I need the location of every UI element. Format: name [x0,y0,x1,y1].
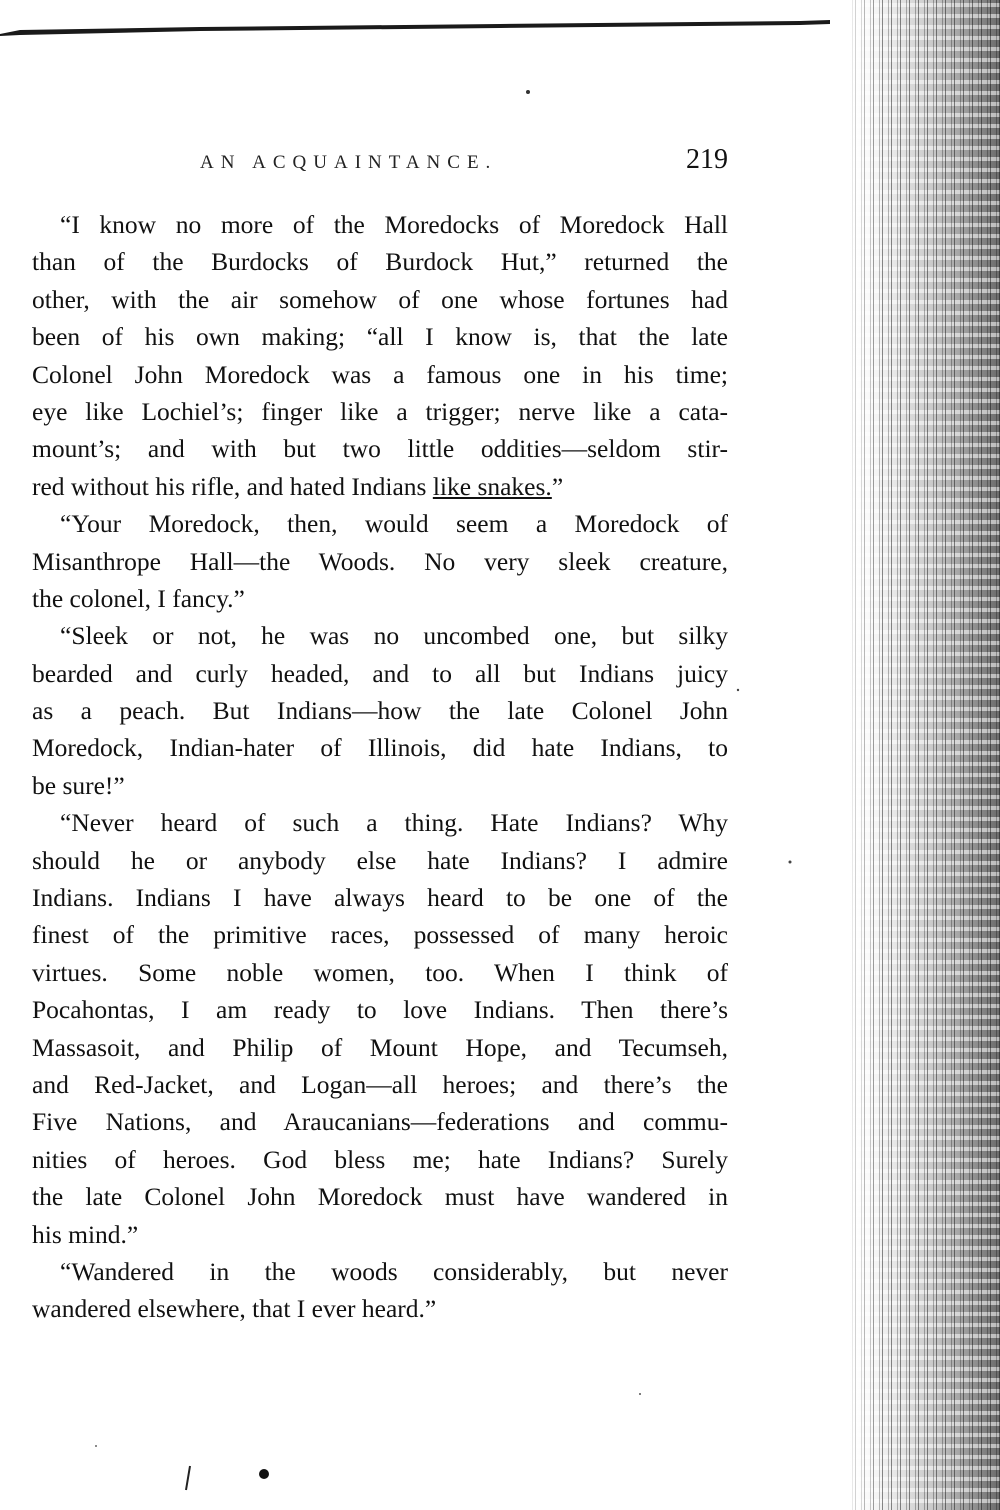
text-line: as a peach. But Indians—how the late Colonel John [32,696,728,726]
text-line [32,468,728,505]
text-line: eye like Lochiel’s; finger like a trigger; nerve like a cata- [32,396,728,426]
text-line: Colonel John Moredock was a famous one in his time; [32,359,728,389]
body-text [32,206,728,1328]
text-line: Indians. Indians I have always heard to be one of the [32,883,728,913]
text-line: nities of heroes. God bless me; hate Indians? Surely [32,1144,728,1174]
text-span: red without his rifle, and hated Indians [32,471,427,501]
text-line: wandered elsewhere, that I ever heard.” [32,1294,437,1324]
running-head [32,144,732,184]
text-line: the late Colonel John Moredock must have wandered in [32,1182,728,1212]
text-line: “Never heard of such a thing. Hate Indians? Why [60,808,728,838]
paragraph-4 [32,804,728,1253]
page-number: 219 [686,144,728,175]
paragraph-5 [32,1253,728,1328]
page-edge-fade [840,0,880,1510]
text-line: Pocahontas, I am ready to love Indians. Then there’s [32,995,728,1025]
text-line: be sure!” [32,770,125,800]
text-line: “Your Moredock, then, would seem a Moredock of [60,509,728,539]
text-line: “Wandered in the woods considerably, but never [60,1256,728,1286]
text-span: ” [551,471,564,501]
underlined-text: like snakes. [432,471,552,501]
text-line: Five Nations, and Araucanians—federations and commu- [32,1107,728,1137]
paragraph-2 [32,505,728,617]
text-line: finest of the primitive races, possessed of many heroic [32,920,728,950]
text-line: “I know no more of the Moredocks of Moredock Hall [60,210,728,239]
text-line: Massasoit, and Philip of Mount Hope, and Tecumseh, [32,1032,728,1062]
text-line: virtues. Some noble women, too. When I think of [32,957,728,987]
running-title: AN ACQUAINTANCE. [200,152,498,173]
paragraph-1 [32,206,728,505]
text-line: than of the Burdocks of Burdock Hut,” returned the [32,247,728,277]
text-line: and Red-Jacket, and Logan—all heroes; and there’s the [32,1069,728,1099]
top-rule [0,14,830,36]
paragraph-3 [32,617,728,804]
text-line: bearded and curly headed, and to all but Indians juicy [32,658,728,688]
text-line: other, with the air somehow of one whose fortunes had [32,284,728,314]
text-line: “Sleek or not, he was no uncombed one, but silky [60,621,728,651]
text-line: Moredock, Indian-hater of Illinois, did hate Indians, to [32,733,728,763]
text-line: Misanthrope Hall—the Woods. No very sleek creature, [32,546,728,576]
text-line: should he or anybody else hate Indians? I admire [32,845,728,875]
text-line: mount’s; and with but two little oddities—seldom stir- [32,434,728,464]
text-line: the colonel, I fancy.” [32,583,245,613]
text-line: his mind.” [32,1219,139,1249]
text-line: been of his own making; “all I know is, that the late [32,322,728,352]
